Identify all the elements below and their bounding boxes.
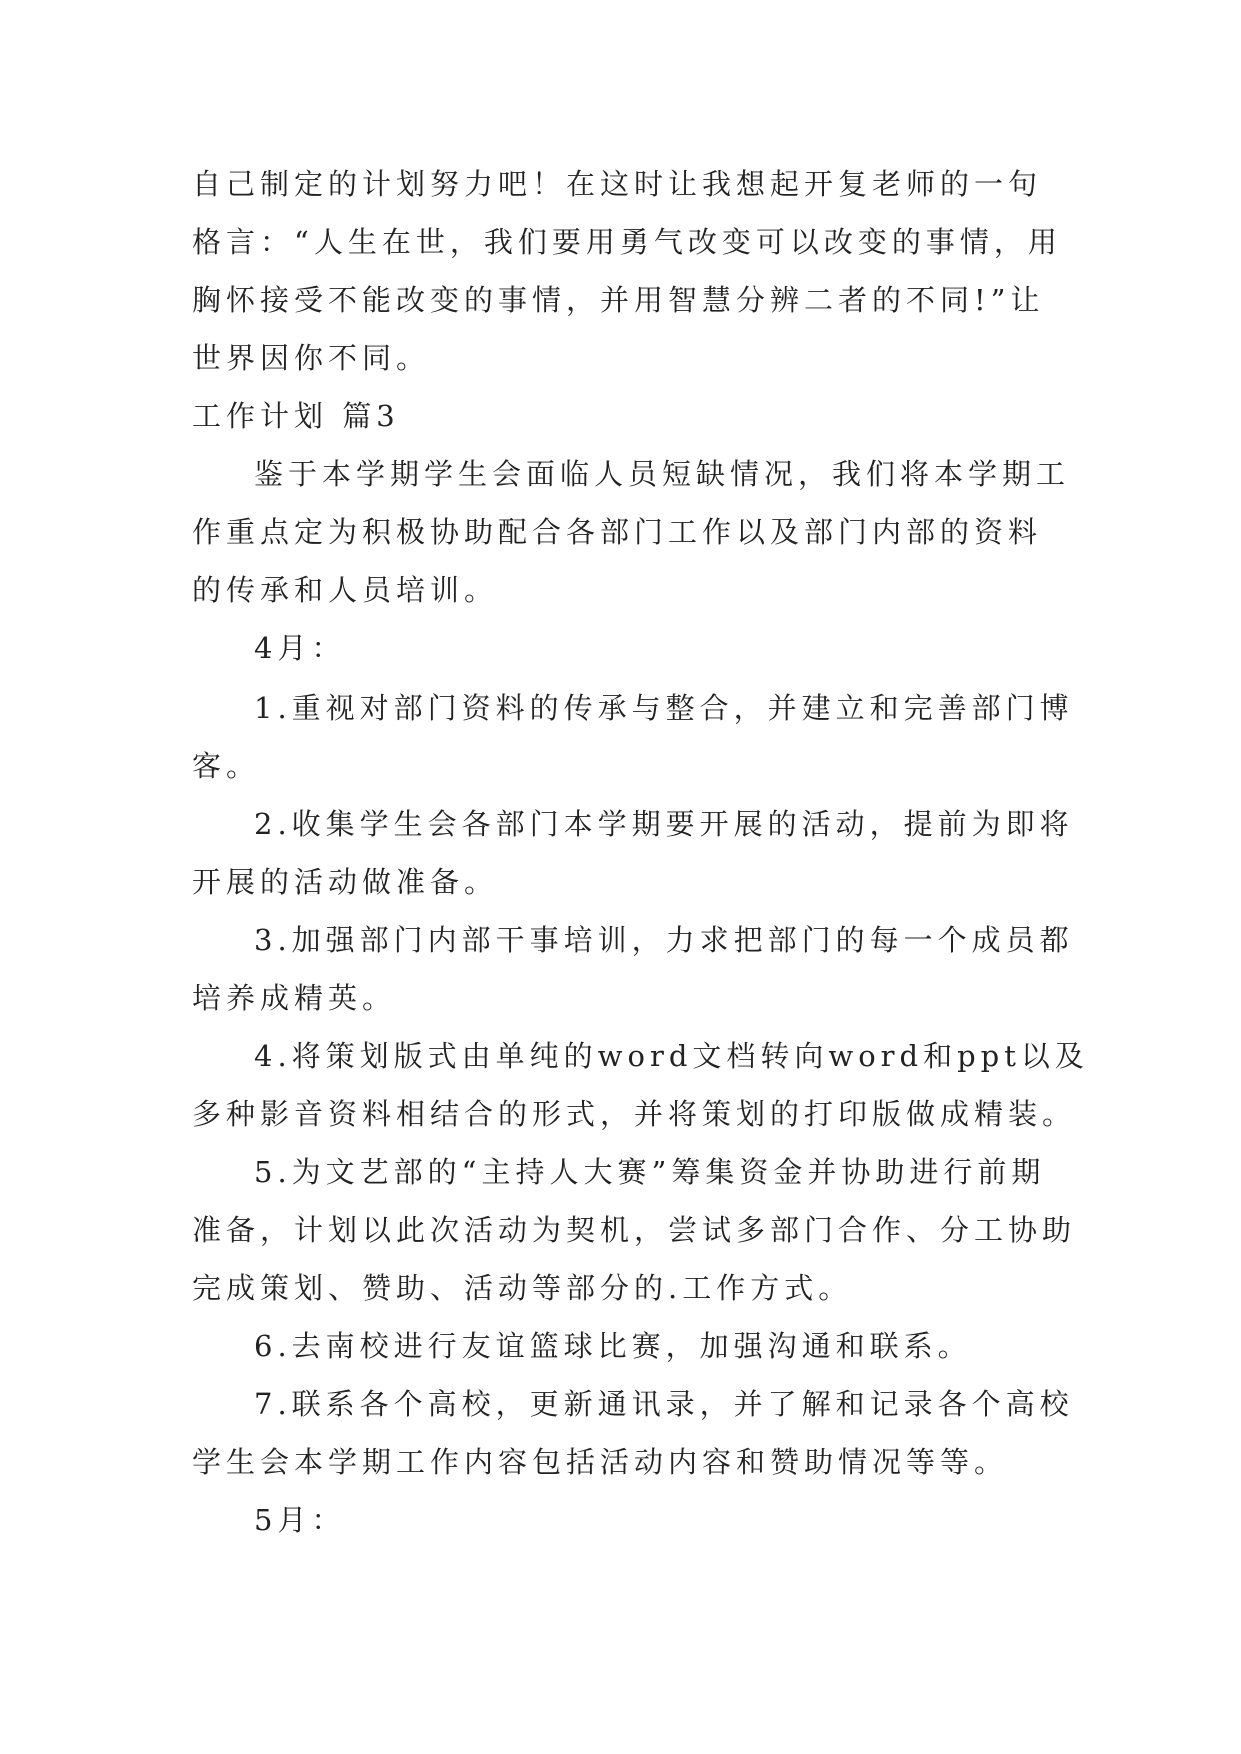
month-heading: 4月： xyxy=(254,631,346,665)
list-item-line: 培养成精英。 xyxy=(192,981,397,1015)
paragraph-line: 自己制定的计划努力吧！在这时让我想起开复老师的一句 xyxy=(192,167,1043,201)
paragraph-line: 世界因你不同。 xyxy=(192,341,431,375)
list-item-line: 3.加强部门内部干事培训，力求把部门的每一个成员都 xyxy=(254,923,1074,957)
list-item-line: 多种影音资料相结合的形式，并将策划的打印版做成精装。 xyxy=(192,1097,1077,1131)
list-item-line: 6.去南校进行友谊篮球比赛，加强沟通和联系。 xyxy=(254,1329,972,1363)
list-item-line: 7.联系各个高校，更新通讯录，并了解和记录各个高校 xyxy=(254,1387,1074,1421)
paragraph-line: 鉴于本学期学生会面临人员短缺情况，我们将本学期工 xyxy=(254,457,1071,491)
list-item-line: 5.为文艺部的“主持人大赛”筹集资金并协助进行前期 xyxy=(254,1155,1046,1189)
paragraph-line: 胸怀接受不能改变的事情，并用智慧分辨二者的不同!”让 xyxy=(192,283,1045,317)
paragraph-line: 作重点定为积极协助配合各部门工作以及部门内部的资料 xyxy=(192,515,1043,549)
list-item-line: 4.将策划版式由单纯的word文档转向word和ppt以及 xyxy=(254,1039,1089,1073)
month-heading: 5月： xyxy=(254,1503,346,1537)
list-item-line: 开展的活动做准备。 xyxy=(192,865,499,899)
paragraph-line: 格言：“人生在世，我们要用勇气改变可以改变的事情，用 xyxy=(192,225,1062,259)
list-item-line: 准备，计划以此次活动为契机，尝试多部门合作、分工协助 xyxy=(192,1213,1077,1247)
section-heading: 工作计划 篇3 xyxy=(192,399,400,433)
list-item-line: 客。 xyxy=(192,749,261,783)
list-item-line: 学生会本学期工作内容包括活动内容和赞助情况等等。 xyxy=(192,1445,1009,1479)
list-item-line: 2.收集学生会各部门本学期要开展的活动，提前为即将 xyxy=(254,807,1074,841)
list-item-line: 完成策划、赞助、活动等部分的.工作方式。 xyxy=(192,1271,853,1305)
paragraph-line: 的传承和人员培训。 xyxy=(192,573,499,607)
list-item-line: 1.重视对部门资料的传承与整合，并建立和完善部门博 xyxy=(254,691,1074,725)
